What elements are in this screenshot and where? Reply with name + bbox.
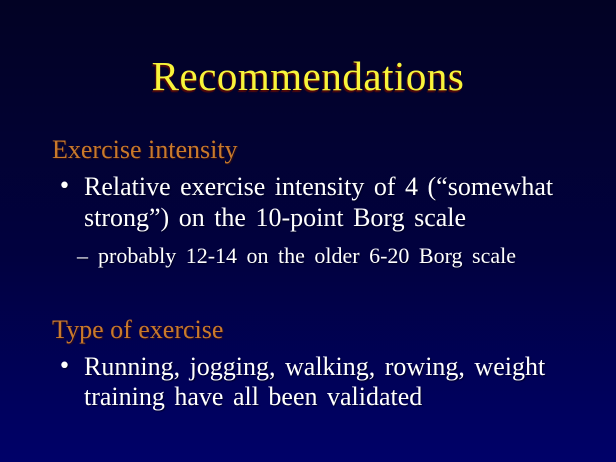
dash-marker-icon: – — [77, 243, 88, 269]
bullet-marker-icon: • — [58, 353, 71, 379]
bullet-text: Running, jogging, walking, rowing, weight training have all been validated — [84, 351, 546, 412]
sub-bullet-item — [52, 243, 582, 268]
sub-bullet-text: probably 12-14 on the older 6-20 Borg scale — [98, 243, 517, 269]
section-exercise-intensity — [52, 135, 582, 269]
section-heading-type-of-exercise: Type of exercise — [52, 314, 224, 344]
bullet-item — [52, 172, 582, 233]
bullet-marker-icon: • — [58, 173, 71, 199]
slide-title: Recommendations — [151, 53, 465, 99]
section-type-of-exercise — [52, 315, 582, 413]
slide-body — [0, 135, 616, 413]
bullet-text: Relative exercise intensity of 4 (“somewhat strong”) on the 10-point Borg scale — [84, 171, 554, 232]
bullet-item — [52, 352, 582, 413]
section-heading-exercise-intensity: Exercise intensity — [52, 135, 238, 165]
